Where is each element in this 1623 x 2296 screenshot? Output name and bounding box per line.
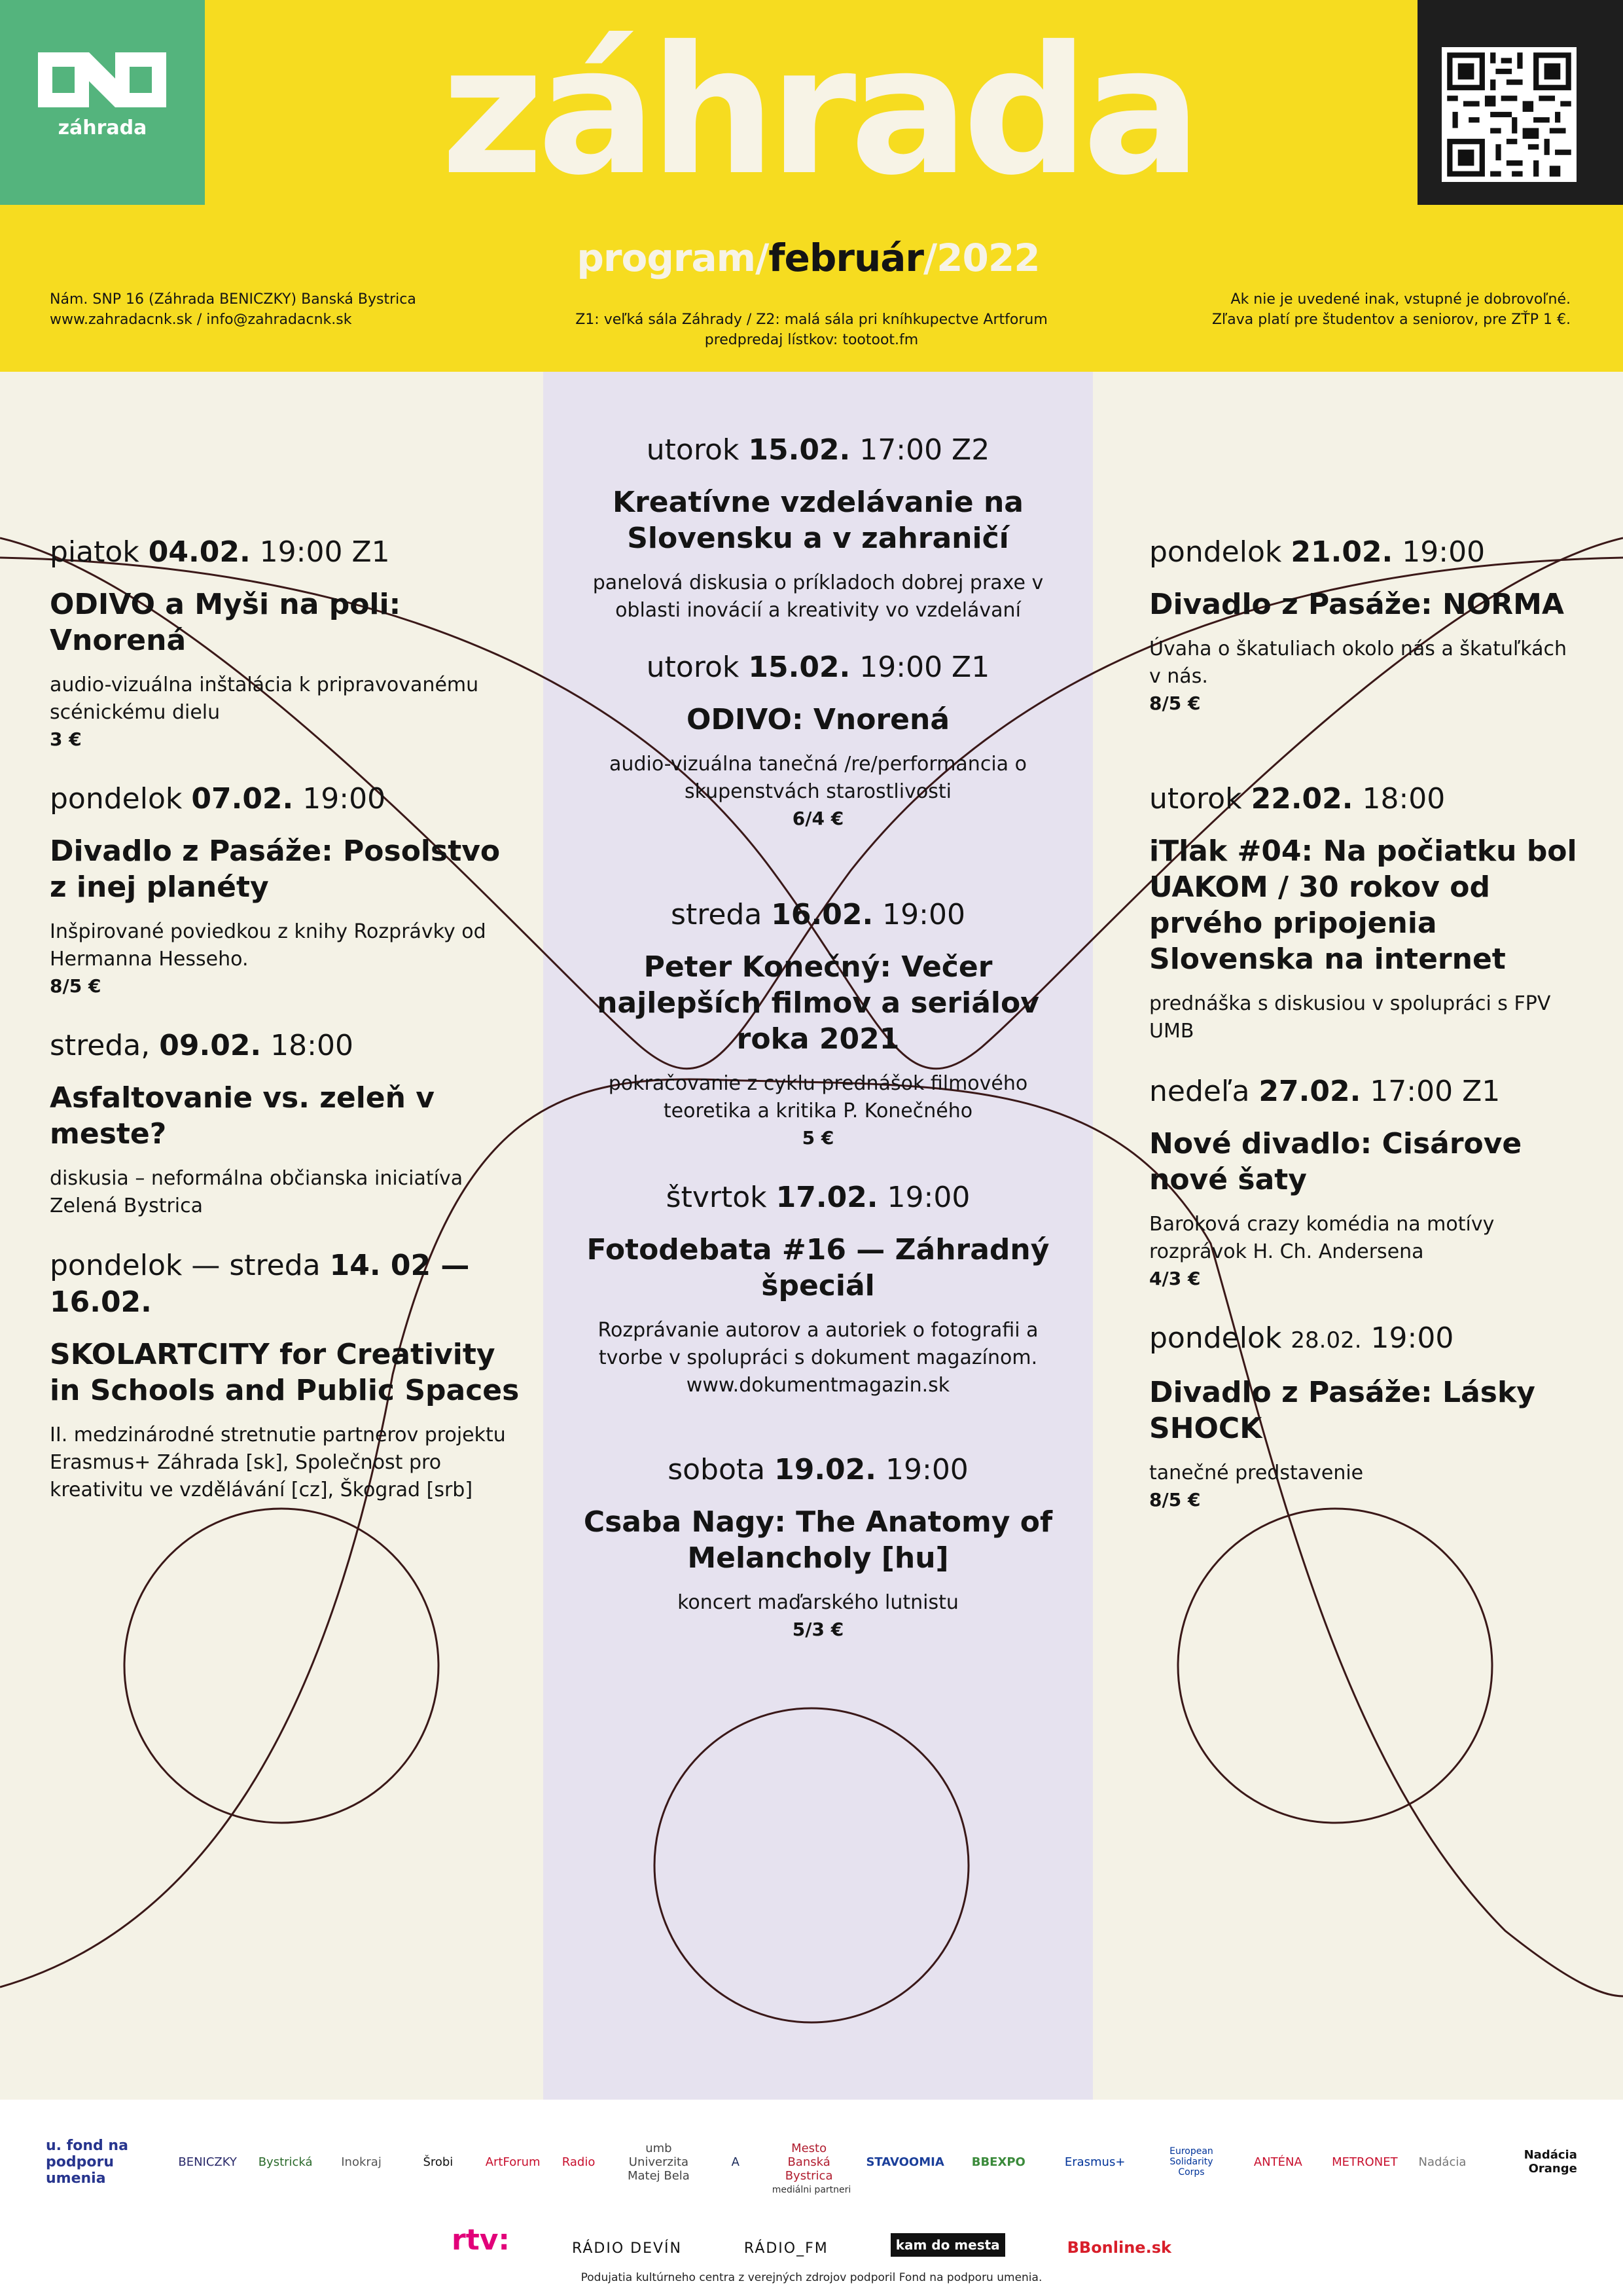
event-price: 3 € <box>50 728 82 750</box>
event-price: 8/5 € <box>50 975 101 997</box>
event-title: Divadlo z Pasáže: Lásky SHOCK <box>1149 1376 1535 1445</box>
event-date-line <box>50 1247 521 1321</box>
sponsor-logo[interactable]: STAVOOMIA <box>866 2155 944 2169</box>
subtitle-year: 2022 <box>936 236 1040 280</box>
sponsor-logo[interactable]: Mesto Banská Bystrica <box>785 2141 833 2183</box>
event-time: 19:00 <box>1370 1321 1454 1355</box>
event-description: Rozprávanie autorov a autoriek o fotografii a tvorbe v spolupráci s dokument magazínom. www.dokumentmagazin.sk <box>597 1319 1039 1397</box>
event-date-line <box>50 781 521 817</box>
media-logo[interactable]: kam do mesta <box>891 2233 1005 2257</box>
sponsor-logo[interactable]: Bystrická <box>258 2155 313 2169</box>
event-date-line <box>1149 534 1581 571</box>
event-title: Nové divadlo: Cisárove nové šaty <box>1149 1127 1522 1196</box>
event-date: 19.02. <box>774 1453 876 1486</box>
event-title: ODIVO: Vnorená <box>686 703 950 736</box>
event-date: 04.02. <box>148 535 251 569</box>
event-day: nedeľa <box>1149 1075 1250 1108</box>
event-time: 19:00 <box>887 1181 971 1214</box>
event-date-line <box>1149 1320 1581 1359</box>
event-day: piatok <box>50 535 139 569</box>
sponsor-logo[interactable]: Inokraj <box>341 2155 382 2169</box>
event-description: Baroková crazy komédia na motívy rozprávok H. Ch. Andersena <box>1149 1213 1495 1263</box>
event-price: 5 € <box>802 1127 834 1149</box>
event-time: 19:00 Z1 <box>259 535 390 569</box>
subtitle-month: február <box>768 236 923 280</box>
event-description: Inšpirované poviedkou z knihy Rozprávky od Hermanna Hesseho. <box>50 920 486 971</box>
event-date: 28.02. <box>1291 1327 1362 1354</box>
discount-note: Zľava platí pre študentov a seniorov, pre ZŤP 1 €. <box>1211 312 1571 328</box>
ticket-info[interactable]: predpredaj lístkov: tootoot.fm <box>704 332 919 348</box>
event-item[interactable] <box>563 1179 1073 1399</box>
event-date-line <box>563 1179 1073 1216</box>
event-date-line <box>563 1452 1073 1488</box>
event-price: 4/3 € <box>1149 1268 1201 1289</box>
subtitle-slash: / <box>755 236 769 280</box>
event-date-line <box>1149 1073 1581 1110</box>
event-day: utorok <box>646 433 740 467</box>
event-item[interactable] <box>563 432 1073 624</box>
event-date: 21.02. <box>1291 535 1393 569</box>
event-description: tanečné predstavenie <box>1149 1462 1364 1484</box>
event-day: pondelok <box>1149 535 1282 569</box>
sponsor-logo[interactable]: Nadácia <box>1418 2155 1467 2169</box>
event-description: Úvaha o škatuliach okolo nás a škatuľkách v nás. <box>1149 637 1567 688</box>
event-day: streda <box>671 898 762 931</box>
event-date-line <box>50 534 521 571</box>
event-description: audio-vizuálna tanečná /re/performancia o skupenstvách starostlivosti <box>609 753 1027 803</box>
media-logo[interactable]: RÁDIO DEVÍN <box>571 2240 682 2257</box>
event-item[interactable] <box>50 1028 521 1220</box>
sponsor-logo[interactable]: ANTÉNA <box>1253 2155 1302 2169</box>
sponsor-logo[interactable]: u. fond na podporu umenia <box>46 2137 128 2187</box>
event-date: 17.02. <box>776 1181 878 1214</box>
event-title: Peter Konečný: Večer najlepších filmov a seriálov roka 2021 <box>597 950 1039 1056</box>
sponsor-logo[interactable]: METRONET <box>1332 2155 1398 2169</box>
event-item[interactable] <box>1149 534 1581 717</box>
event-description: audio-vizuálna inštalácia k pripravovanému scénickému dielu <box>50 673 479 724</box>
media-logo[interactable]: RÁDIO_FM <box>743 2240 829 2257</box>
event-title: Kreatívne vzdelávanie na Slovensku a v zahraničí <box>613 486 1024 555</box>
event-date: 07.02. <box>191 782 294 816</box>
event-time: 19:00 Z1 <box>859 651 990 684</box>
event-time: 19:00 <box>302 782 386 816</box>
event-description: koncert maďarského lutnistu <box>677 1591 959 1614</box>
event-item[interactable] <box>563 649 1073 832</box>
event-date-line <box>1149 781 1581 817</box>
sponsor-logo[interactable]: Nadácia Orange <box>1524 2148 1577 2176</box>
event-item[interactable] <box>563 1452 1073 1643</box>
event-day: sobota <box>668 1453 766 1486</box>
event-title: Divadlo z Pasáže: Posolstvo z inej planéty <box>50 834 501 904</box>
sponsor-logo[interactable]: A <box>731 2155 740 2169</box>
event-title: Fotodebata #16 — Záhradný špeciál <box>586 1233 1050 1302</box>
event-date: 09.02. <box>159 1029 262 1062</box>
event-date: 15.02. <box>748 651 851 684</box>
event-time: 19:00 <box>882 898 965 931</box>
event-description: pokračovanie z cyklu prednášok filmového teoretika a kritika P. Konečného <box>608 1072 1028 1122</box>
event-item[interactable] <box>50 1247 521 1504</box>
event-price: 6/4 € <box>792 808 844 829</box>
event-time: 17:00 Z2 <box>859 433 990 467</box>
logo-text: záhrada <box>58 117 147 139</box>
event-date: 22.02. <box>1251 782 1353 816</box>
event-day: utorok <box>1149 782 1242 816</box>
event-day: pondelok <box>1149 1321 1282 1355</box>
sponsor-logo[interactable]: Radio <box>562 2155 596 2169</box>
event-day: pondelok <box>50 782 183 816</box>
media-partners <box>452 2198 1171 2257</box>
event-description: diskusia – neformálna občianska iniciatíva Zelená Bystrica <box>50 1167 463 1217</box>
event-item[interactable] <box>1149 1073 1581 1292</box>
event-time: 18:00 <box>1362 782 1446 816</box>
event-title: Divadlo z Pasáže: NORMA <box>1149 588 1564 621</box>
event-time: 19:00 <box>1402 535 1486 569</box>
event-date-line <box>563 897 1073 933</box>
sponsor-logo[interactable]: ArtForum <box>485 2155 541 2169</box>
event-item[interactable] <box>1149 781 1581 1045</box>
event-price: 8/5 € <box>1149 692 1201 714</box>
event-title: Asfaltovanie vs. zeleň v meste? <box>50 1081 435 1151</box>
event-item[interactable] <box>1149 1320 1581 1513</box>
web-contact[interactable]: www.zahradacnk.sk / info@zahradacnk.sk <box>50 312 352 328</box>
sponsor-logo[interactable]: Erasmus+ <box>1064 2155 1126 2169</box>
event-time: 17:00 Z1 <box>1370 1075 1501 1108</box>
sponsor-logo[interactable]: umb Univerzita Matej Bela <box>627 2141 690 2183</box>
event-day: streda, <box>50 1029 151 1062</box>
event-price: 5/3 € <box>792 1619 844 1640</box>
support-footnote: Podujatia kultúrneho centra z verejných zdrojov podporil Fond na podporu umenia. <box>580 2271 1043 2284</box>
sponsor-logo[interactable]: BENICZKY <box>178 2155 237 2169</box>
event-price: 8/5 € <box>1149 1489 1201 1511</box>
sponsor-logo[interactable]: European Solidarity Corps <box>1169 2146 1213 2178</box>
sponsor-logo[interactable]: BBEXPO <box>971 2155 1026 2169</box>
event-date-line <box>563 649 1073 686</box>
address-line: Nám. SNP 16 (Záhrada BENICZKY) Banská Bystrica <box>50 291 416 308</box>
subtitle-program: program <box>577 236 756 280</box>
event-date: 14. 02 — 16.02. <box>50 1249 470 1319</box>
event-item[interactable] <box>50 534 521 753</box>
event-description: II. medzinárodné stretnutie partnerov projektu Erasmus+ Záhrada [sk], Společnost pro kreativitu ve vzdělávání [cz], Škograd [srb] <box>50 1424 506 1501</box>
event-item[interactable] <box>563 897 1073 1151</box>
event-description: panelová diskusia o príkladoch dobrej praxe v oblasti inovácií a kreativity vo vzdelávaní <box>592 571 1044 622</box>
event-date: 27.02. <box>1258 1075 1361 1108</box>
media-logo[interactable]: rtv: <box>452 2223 510 2257</box>
footer <box>0 2100 1623 2296</box>
event-title: ODIVO a Myši na poli: Vnorená <box>50 588 401 657</box>
event-date: 15.02. <box>748 433 851 467</box>
event-day: pondelok — streda <box>50 1249 321 1282</box>
entry-note: Ak nie je uvedené inak, vstupné je dobrovoľné. <box>1230 291 1571 308</box>
event-day: utorok <box>646 651 740 684</box>
event-date-line <box>563 432 1073 469</box>
event-time: 18:00 <box>270 1029 353 1062</box>
event-title: Csaba Nagy: The Anatomy of Melancholy [hu] <box>583 1505 1053 1575</box>
hall-info: Z1: veľká sála Záhrady / Z2: malá sála pri kníhkupectve Artforum <box>575 312 1048 328</box>
event-description: prednáška s diskusiou v spolupráci s FPV UMB <box>1149 992 1551 1043</box>
media-logo[interactable]: BBonline.sk <box>1067 2238 1171 2257</box>
event-date-line <box>50 1028 521 1064</box>
page-title: záhrada <box>440 8 1196 214</box>
event-day: štvrtok <box>666 1181 767 1214</box>
event-title: SKOLARTCITY for Creativity in Schools and Public Spaces <box>50 1338 520 1407</box>
media-partners-label: mediálni partneri <box>772 2185 851 2195</box>
event-date: 16.02. <box>771 898 874 931</box>
subtitle-slash: / <box>923 236 937 280</box>
event-title: iTlak #04: Na počiatku bol UAKOM / 30 rokov od prvého pripojenia Slovenska na internet <box>1149 834 1577 976</box>
event-item[interactable] <box>50 781 521 999</box>
event-time: 19:00 <box>885 1453 969 1486</box>
sponsor-logo[interactable]: Šrobi <box>423 2155 454 2169</box>
